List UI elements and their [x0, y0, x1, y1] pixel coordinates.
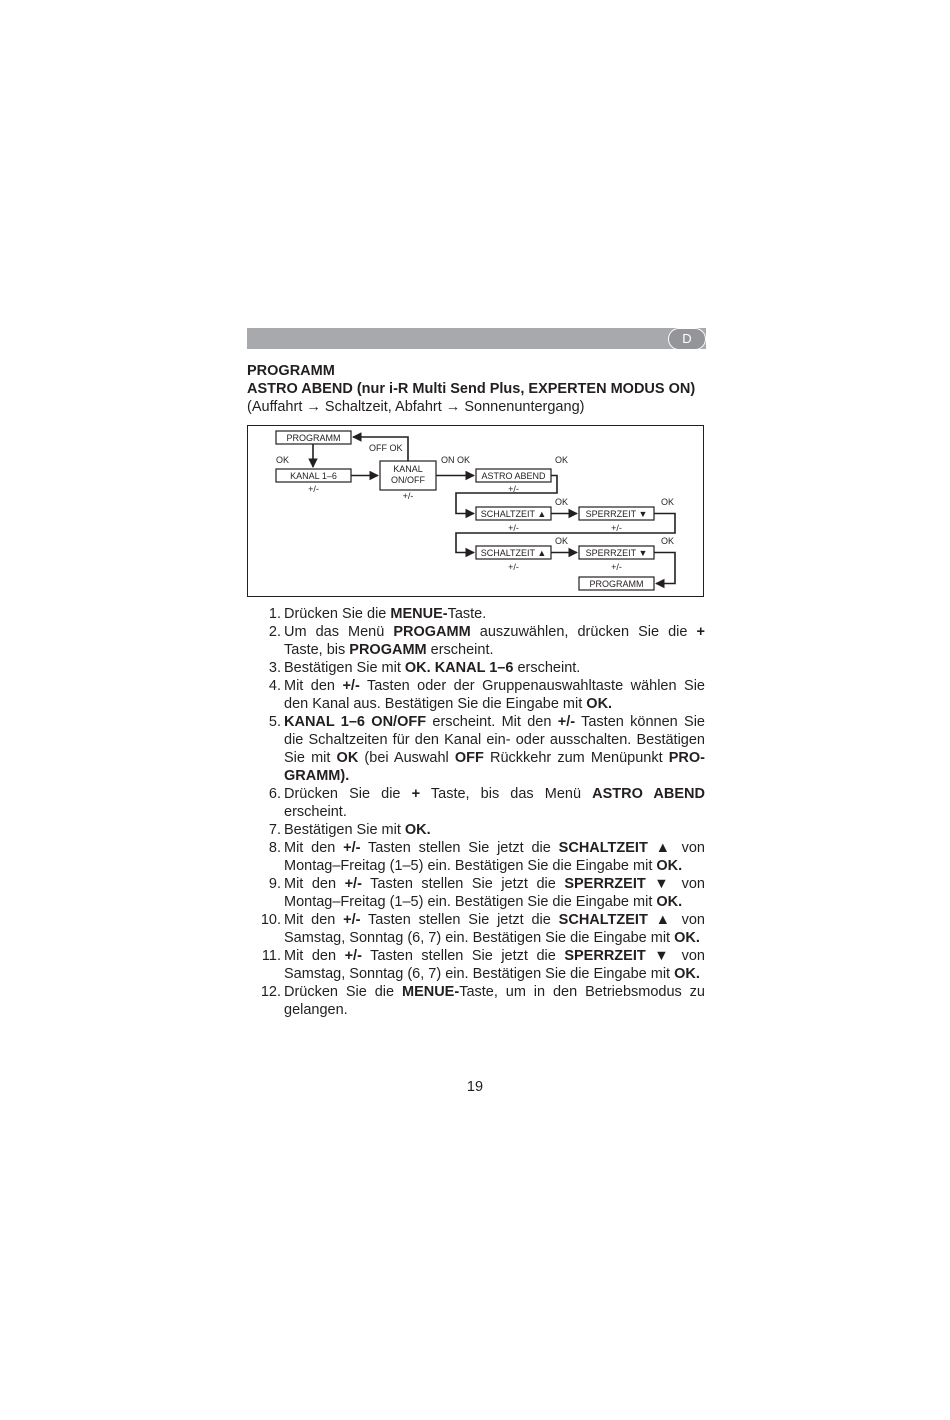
- box-schaltzeit-2: [476, 546, 551, 559]
- box-sperrzeit-1: [579, 507, 654, 520]
- box-kanal-label: KANAL 1–6: [290, 471, 337, 481]
- step-emphasis: OK.: [674, 930, 700, 946]
- step-item: [247, 677, 705, 713]
- step-text: Tasten stellen Sie jetzt die: [360, 912, 559, 928]
- step-emphasis: KANAL 1–6 ON/OFF: [284, 714, 427, 730]
- box-kanal: [276, 469, 351, 482]
- box-kanal-onoff-line2: ON/OFF: [391, 475, 425, 485]
- step-number: 10.: [260, 912, 281, 928]
- step-text: erscheint.: [426, 642, 494, 658]
- step-text: (bei Auswahl: [358, 750, 455, 766]
- step-emphasis: +/-: [557, 714, 576, 730]
- step-number: 5.: [268, 714, 281, 730]
- step-emphasis: +/-: [344, 876, 362, 892]
- label-pm-sperrzeit-2: +/-: [611, 562, 622, 572]
- step-text: Rückkehr zum Menüpunkt: [483, 750, 669, 766]
- step-text: von Montag–Freitag (1–5) ein. Bestätigen Sie die Eingabe mit: [284, 840, 705, 874]
- step-emphasis: OK.: [674, 966, 700, 982]
- step-text: Tasten stellen Sie jetzt die: [361, 876, 565, 892]
- step-text: Bestätigen Sie mit: [284, 660, 405, 676]
- step-number: 3.: [268, 660, 281, 676]
- step-emphasis: +: [411, 786, 421, 802]
- step-text: Um das Menü: [284, 624, 394, 640]
- step-text: Tasten können Sie die Schaltzeiten für den Kanal ein- oder ausschalten. Bestätigen Sie mit: [284, 714, 705, 766]
- box-kanal-onoff-line1: KANAL: [393, 464, 423, 474]
- box-schaltzeit-1: [476, 507, 551, 520]
- step-item: [247, 623, 705, 659]
- step-text: auszuwählen, drücken Sie die: [470, 624, 697, 640]
- box-schaltzeit-1-label: SCHALTZEIT ▲: [480, 509, 547, 519]
- step-item: [247, 605, 705, 623]
- step-item: [247, 785, 705, 821]
- label-ok-sperrzeit-2: OK: [661, 536, 675, 546]
- step-item: [247, 947, 705, 983]
- step-text: Mit den: [284, 948, 345, 964]
- step-item: [247, 911, 705, 947]
- step-text: Tasten oder der Gruppenauswahltaste wählen Sie den Kanal aus. Bestätigen Sie die Eingabe mit: [284, 678, 705, 712]
- step-text: Mit den: [284, 876, 345, 892]
- step-number: 11.: [261, 948, 281, 964]
- box-astro-abend-label: ASTRO ABEND: [481, 471, 546, 481]
- step-text: erscheint. Mit den: [426, 714, 558, 730]
- step-number: 1.: [268, 606, 281, 622]
- step-emphasis: OFF: [454, 750, 484, 766]
- box-sperrzeit-2: [579, 546, 654, 559]
- step-emphasis: +: [696, 624, 705, 640]
- box-programm-top-label: PROGRAMM: [286, 433, 341, 443]
- menu-flow-diagram: [247, 425, 704, 597]
- label-pm-schaltzeit-1: +/-: [508, 523, 519, 533]
- step-emphasis: ASTRO ABEND: [592, 786, 705, 802]
- label-ok-schaltzeit-2: OK: [555, 536, 569, 546]
- section-header-bar: [247, 328, 706, 349]
- step-item: [247, 839, 705, 875]
- step-text: Taste.: [447, 606, 487, 622]
- step-emphasis: MENUE-: [390, 606, 448, 622]
- step-emphasis: OK. KANAL 1–6: [404, 660, 514, 676]
- step-text: Taste, bis das Menü: [420, 786, 593, 802]
- box-schaltzeit-2-label: SCHALTZEIT ▲: [480, 548, 547, 558]
- label-pm-kanal: +/-: [308, 484, 319, 494]
- step-text: von Samstag, Sonntag (6, 7) ein. Bestätigen Sie die Eingabe mit: [284, 912, 705, 946]
- box-programm-bottom: [579, 577, 654, 590]
- step-number: 9.: [268, 876, 281, 892]
- step-emphasis: OK.: [656, 894, 683, 910]
- step-text: Drücken Sie die: [284, 984, 402, 1000]
- box-astro-abend: [476, 469, 551, 482]
- step-text: von Montag–Freitag (1–5) ein. Bestätigen Sie die Eingabe mit: [284, 876, 705, 910]
- box-programm-bottom-label: PROGRAMM: [589, 579, 644, 589]
- step-text: Mit den: [284, 912, 344, 928]
- step-text: erscheint.: [513, 660, 581, 676]
- step-emphasis: OK.: [656, 858, 683, 874]
- step-text: Mit den: [284, 678, 343, 694]
- box-sperrzeit-2-label: SPERRZEIT ▼: [585, 548, 648, 558]
- step-emphasis: +/-: [342, 678, 360, 694]
- step-emphasis: SPERRZEIT ▼: [564, 948, 674, 964]
- step-number: 7.: [268, 822, 281, 838]
- step-emphasis: MENUE-: [401, 984, 460, 1000]
- step-text: Bestätigen Sie mit: [284, 822, 405, 838]
- label-pm-sperrzeit-1: +/-: [611, 523, 622, 533]
- label-ok-schaltzeit-1: OK: [555, 497, 569, 507]
- label-pm-schaltzeit-2: +/-: [508, 562, 519, 572]
- step-emphasis: +/-: [344, 948, 362, 964]
- label-ok-sperrzeit-1: OK: [661, 497, 675, 507]
- step-emphasis: SCHALTZEIT ▲: [558, 840, 674, 856]
- box-kanal-onoff: [380, 461, 436, 490]
- section-title: PROGRAMM: [247, 363, 335, 379]
- step-text: Taste, bis: [284, 642, 350, 658]
- section-note: (Auffahrt → Schaltzeit, Abfahrt → Sonnenuntergang): [247, 399, 585, 415]
- page-number: 19: [466, 1079, 484, 1095]
- step-emphasis: PROGAMM: [349, 642, 427, 658]
- step-text: Drücken Sie die: [284, 786, 412, 802]
- step-number: 8.: [268, 840, 281, 856]
- label-pm-astro: +/-: [508, 484, 519, 494]
- step-text: Taste, um in den Betriebsmodus zu gelangen.: [284, 984, 705, 1018]
- step-number: 12.: [260, 984, 281, 1000]
- step-emphasis: +/-: [343, 840, 361, 856]
- step-item: [247, 983, 705, 1019]
- step-emphasis: SCHALTZEIT ▲: [558, 912, 674, 928]
- step-text: Tasten stellen Sie jetzt die: [361, 948, 565, 964]
- step-number: 6.: [268, 786, 281, 802]
- step-text: Mit den: [284, 840, 344, 856]
- label-ok-astro: OK: [555, 455, 569, 465]
- instruction-steps: [247, 605, 705, 1019]
- label-pm-kanal-onoff: +/-: [402, 491, 414, 501]
- step-item: [247, 875, 705, 911]
- step-text: Tasten stellen Sie jetzt die: [360, 840, 559, 856]
- step-emphasis: SPERRZEIT ▼: [564, 876, 674, 892]
- step-emphasis: OK.: [404, 822, 431, 838]
- step-emphasis: +/-: [343, 912, 361, 928]
- step-text: von Samstag, Sonntag (6, 7) ein. Bestätigen Sie die Eingabe mit: [284, 948, 705, 982]
- step-emphasis: PRO-GRAMM).: [284, 750, 706, 784]
- language-badge: D: [668, 328, 706, 350]
- box-programm-top: [276, 431, 351, 444]
- label-off-ok: OFF OK: [369, 443, 403, 453]
- step-emphasis: OK.: [586, 696, 613, 712]
- box-sperrzeit-1-label: SPERRZEIT ▼: [585, 509, 648, 519]
- step-text: Drücken Sie die: [284, 606, 391, 622]
- step-number: 2.: [268, 624, 281, 640]
- step-item: [247, 821, 705, 839]
- step-emphasis: PROGAMM: [393, 624, 471, 640]
- step-item: [247, 659, 705, 677]
- step-text: erscheint.: [284, 804, 347, 820]
- label-on-ok: ON OK: [441, 455, 471, 465]
- step-item: [247, 713, 705, 785]
- step-number: 4.: [268, 678, 281, 694]
- label-ok-programm: OK: [276, 455, 290, 465]
- step-emphasis: OK: [336, 750, 359, 766]
- section-subtitle: ASTRO ABEND (nur i-R Multi Send Plus, EXPERTEN MODUS ON): [247, 381, 696, 397]
